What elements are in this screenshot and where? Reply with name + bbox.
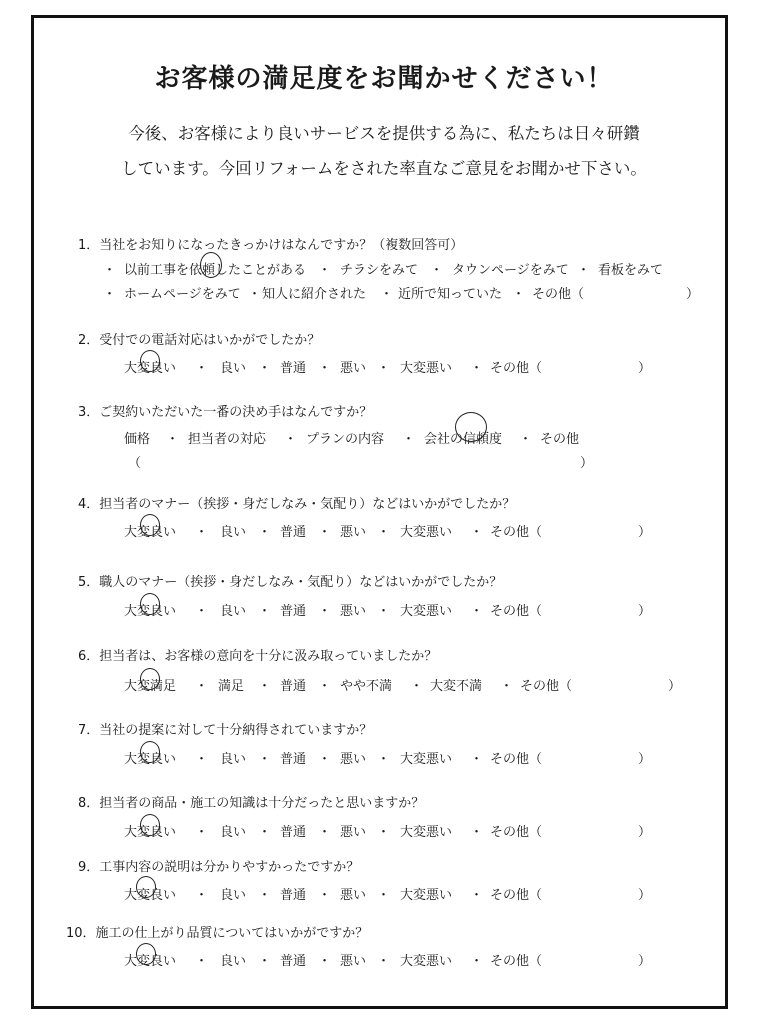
q2-option-very-good[interactable]: 大変良い bbox=[124, 361, 177, 376]
q6-option-other[interactable]: その他（ bbox=[520, 679, 573, 694]
q2-option-bad[interactable]: 悪い bbox=[340, 361, 367, 376]
q6-option-somewhat-dissatisfied[interactable]: やや不満 bbox=[340, 679, 393, 694]
q4-option-very-bad[interactable]: 大変悪い bbox=[400, 525, 453, 540]
bullet: ・ bbox=[377, 888, 391, 903]
bullet: ・ bbox=[258, 888, 272, 903]
bullet: ・ bbox=[377, 361, 391, 376]
question-2-text: 2．受付での電話対応はいかがでしたか？ bbox=[78, 333, 321, 348]
bullet: ・ bbox=[258, 525, 272, 540]
bullet: ・ bbox=[377, 525, 391, 540]
q9-option-bad[interactable]: 悪い bbox=[340, 888, 367, 903]
question-9-text: 9．工事内容の説明は分かりやすかったですか？ bbox=[78, 860, 360, 875]
q8-option-very-bad[interactable]: 大変悪い bbox=[400, 825, 453, 840]
question-4-text: 4．担当者のマナー（挨拶・身だしなみ・気配り）などはいかがでしたか？ bbox=[78, 497, 516, 512]
question-10-text: 10．施工の仕上がり品質についてはいかがですか？ bbox=[66, 926, 369, 941]
q10-option-good[interactable]: 良い bbox=[220, 954, 247, 969]
bullet: ・ bbox=[470, 604, 484, 619]
bullet: ・ bbox=[318, 604, 332, 619]
bullet: ・ bbox=[318, 525, 332, 540]
bullet: ・ bbox=[258, 954, 272, 969]
bullet: ・ bbox=[377, 752, 391, 767]
bullet: ・ bbox=[470, 752, 484, 767]
bullet: ・ bbox=[195, 525, 209, 540]
bullet: ・ bbox=[103, 287, 117, 302]
q1-option-townpage[interactable]: タウンページをみて bbox=[452, 263, 569, 278]
bullet: ・ bbox=[577, 263, 591, 278]
bullet: ・ bbox=[377, 825, 391, 840]
bullet: ・ bbox=[318, 888, 332, 903]
q3-option-staff[interactable]: 担当者の対応 bbox=[188, 432, 267, 447]
q6-option-satisfied[interactable]: 満足 bbox=[218, 679, 245, 694]
bullet: ・ bbox=[258, 679, 272, 694]
answer-circle-mark bbox=[136, 876, 156, 898]
q5-other-close: ） bbox=[638, 604, 652, 619]
bullet: ・ bbox=[195, 679, 209, 694]
q2-other-close: ） bbox=[638, 361, 652, 376]
bullet: ・ bbox=[258, 752, 272, 767]
q10-option-bad[interactable]: 悪い bbox=[340, 954, 367, 969]
q6-option-very-satisfied[interactable]: 大変満足 bbox=[124, 679, 177, 694]
bullet: ・ bbox=[470, 888, 484, 903]
bullet: ・ bbox=[258, 361, 272, 376]
bullet: ・ bbox=[284, 432, 298, 447]
q10-option-other[interactable]: その他（ bbox=[490, 954, 543, 969]
q5-option-average[interactable]: 普通 bbox=[280, 604, 307, 619]
q5-option-good[interactable]: 良い bbox=[220, 604, 247, 619]
q2-option-good[interactable]: 良い bbox=[220, 361, 247, 376]
q5-option-other[interactable]: その他（ bbox=[490, 604, 543, 619]
intro-line-2: しています。今回リフォームをされた率直なご意見をお聞かせ下さい。 bbox=[121, 159, 647, 178]
q2-option-very-bad[interactable]: 大変悪い bbox=[400, 361, 453, 376]
q9-other-close: ） bbox=[638, 888, 652, 903]
q6-option-very-dissatisfied[interactable]: 大変不満 bbox=[430, 679, 483, 694]
bullet: ・ bbox=[195, 604, 209, 619]
bullet: ・ bbox=[318, 825, 332, 840]
q1-option-flyer[interactable]: チラシをみて bbox=[340, 263, 419, 278]
q7-option-bad[interactable]: 悪い bbox=[340, 752, 367, 767]
bullet: ・ bbox=[380, 287, 394, 302]
q8-option-good[interactable]: 良い bbox=[220, 825, 247, 840]
answer-circle-mark bbox=[455, 412, 487, 442]
answer-circle-mark bbox=[140, 741, 160, 763]
q7-option-good[interactable]: 良い bbox=[220, 752, 247, 767]
bullet: ・ bbox=[519, 432, 533, 447]
q4-option-bad[interactable]: 悪い bbox=[340, 525, 367, 540]
q9-option-very-good[interactable]: 大変良い bbox=[124, 888, 177, 903]
q5-option-very-good[interactable]: 大変良い bbox=[124, 604, 177, 619]
question-3-text: 3．ご契約いただいた一番の決め手はなんですか？ bbox=[78, 405, 373, 420]
q4-option-other[interactable]: その他（ bbox=[490, 525, 543, 540]
answer-circle-mark bbox=[140, 668, 160, 690]
q9-option-average[interactable]: 普通 bbox=[280, 888, 307, 903]
question-1-text: 1．当社をお知りになったきっかけはなんですか？（複数回答可） bbox=[78, 238, 464, 253]
q2-option-other[interactable]: その他（ bbox=[490, 361, 543, 376]
q3-option-other[interactable]: その他 bbox=[540, 432, 580, 447]
q10-option-very-good[interactable]: 大変良い bbox=[124, 954, 177, 969]
bullet: ・ bbox=[402, 432, 416, 447]
bullet: ・ bbox=[195, 954, 209, 969]
bullet: ・ bbox=[512, 287, 526, 302]
bullet: ・ bbox=[318, 752, 332, 767]
bullet: ・ bbox=[103, 263, 117, 278]
q7-other-close: ） bbox=[638, 752, 652, 767]
q10-other-close: ） bbox=[638, 954, 652, 969]
bullet: ・ bbox=[258, 604, 272, 619]
bullet: ・ bbox=[318, 361, 332, 376]
answer-circle-mark bbox=[136, 943, 156, 965]
bullet: ・ bbox=[410, 679, 424, 694]
q3-other-close: ） bbox=[580, 456, 594, 471]
bullet: ・ bbox=[470, 954, 484, 969]
q8-option-other[interactable]: その他（ bbox=[490, 825, 543, 840]
bullet: ・ bbox=[166, 432, 180, 447]
q3-option-plan[interactable]: プランの内容 bbox=[306, 432, 385, 447]
q5-option-very-bad[interactable]: 大変悪い bbox=[400, 604, 453, 619]
bullet: ・ bbox=[500, 679, 514, 694]
q1-other-close: ） bbox=[686, 287, 700, 302]
bullet: ・ bbox=[318, 679, 332, 694]
answer-circle-mark bbox=[140, 514, 160, 536]
q1-option-signboard[interactable]: 看板をみて bbox=[598, 263, 664, 278]
q7-option-very-bad[interactable]: 大変悪い bbox=[400, 752, 453, 767]
question-8-text: 8．担当者の商品・施工の知識は十分だったと思いますか？ bbox=[78, 796, 425, 811]
q6-other-close: ） bbox=[668, 679, 682, 694]
q1-option-other[interactable]: その他（ bbox=[532, 287, 585, 302]
bullet: ・ bbox=[470, 825, 484, 840]
question-6-text: 6．担当者は、お客様の意向を十分に汲み取っていましたか？ bbox=[78, 649, 438, 664]
q5-option-bad[interactable]: 悪い bbox=[340, 604, 367, 619]
q7-option-other[interactable]: その他（ bbox=[490, 752, 543, 767]
bullet: ・ bbox=[195, 888, 209, 903]
q4-option-average[interactable]: 普通 bbox=[280, 525, 307, 540]
bullet: ・ bbox=[470, 361, 484, 376]
q4-option-good[interactable]: 良い bbox=[220, 525, 247, 540]
q3-option-trust[interactable]: 会社の信頼度 bbox=[424, 432, 503, 447]
bullet: ・ bbox=[195, 825, 209, 840]
bullet: ・ bbox=[430, 263, 444, 278]
q1-option-previous-work[interactable]: 以前工事を依頼したことがある bbox=[124, 263, 307, 278]
q4-other-close: ） bbox=[638, 525, 652, 540]
bullet: ・ bbox=[377, 954, 391, 969]
intro-line-1: 今後、お客様により良いサービスを提供する為に、私たちは日々研鑽 bbox=[128, 124, 640, 143]
answer-circle-mark bbox=[140, 350, 160, 372]
q1-option-nearby[interactable]: 近所で知っていた bbox=[398, 287, 503, 302]
bullet: ・ bbox=[195, 752, 209, 767]
q4-option-very-good[interactable]: 大変良い bbox=[124, 525, 177, 540]
bullet: ・ bbox=[318, 954, 332, 969]
bullet: ・ bbox=[318, 263, 332, 278]
question-5-text: 5．職人のマナー（挨拶・身だしなみ・気配り）などはいかがでしたか？ bbox=[78, 575, 503, 590]
answer-circle-mark bbox=[140, 593, 160, 615]
q3-other-open: （ bbox=[128, 456, 142, 471]
bullet: ・ bbox=[258, 825, 272, 840]
q9-option-good[interactable]: 良い bbox=[220, 888, 247, 903]
answer-circle-mark bbox=[200, 252, 222, 278]
q9-option-other[interactable]: その他（ bbox=[490, 888, 543, 903]
bullet: ・ bbox=[377, 604, 391, 619]
q8-option-bad[interactable]: 悪い bbox=[340, 825, 367, 840]
q7-option-average[interactable]: 普通 bbox=[280, 752, 307, 767]
q7-option-very-good[interactable]: 大変良い bbox=[124, 752, 177, 767]
q1-option-referral[interactable]: 知人に紹介された bbox=[262, 287, 367, 302]
q2-option-average[interactable]: 普通 bbox=[280, 361, 307, 376]
bullet: ・ bbox=[195, 361, 209, 376]
question-7-text: 7．当社の提案に対して十分納得されていますか？ bbox=[78, 723, 373, 738]
bullet: ・ bbox=[248, 287, 262, 302]
q10-option-average[interactable]: 普通 bbox=[280, 954, 307, 969]
form-title: お客様の満足度をお聞かせください！ bbox=[154, 64, 614, 94]
q8-other-close: ） bbox=[638, 825, 652, 840]
q9-option-very-bad[interactable]: 大変悪い bbox=[400, 888, 453, 903]
bullet: ・ bbox=[470, 525, 484, 540]
q3-option-price[interactable]: 価格 bbox=[124, 432, 151, 447]
q1-option-homepage[interactable]: ホームページをみて bbox=[124, 287, 241, 302]
q8-option-very-good[interactable]: 大変良い bbox=[124, 825, 177, 840]
q8-option-average[interactable]: 普通 bbox=[280, 825, 307, 840]
answer-circle-mark bbox=[140, 814, 160, 836]
q6-option-average[interactable]: 普通 bbox=[280, 679, 307, 694]
q10-option-very-bad[interactable]: 大変悪い bbox=[400, 954, 453, 969]
